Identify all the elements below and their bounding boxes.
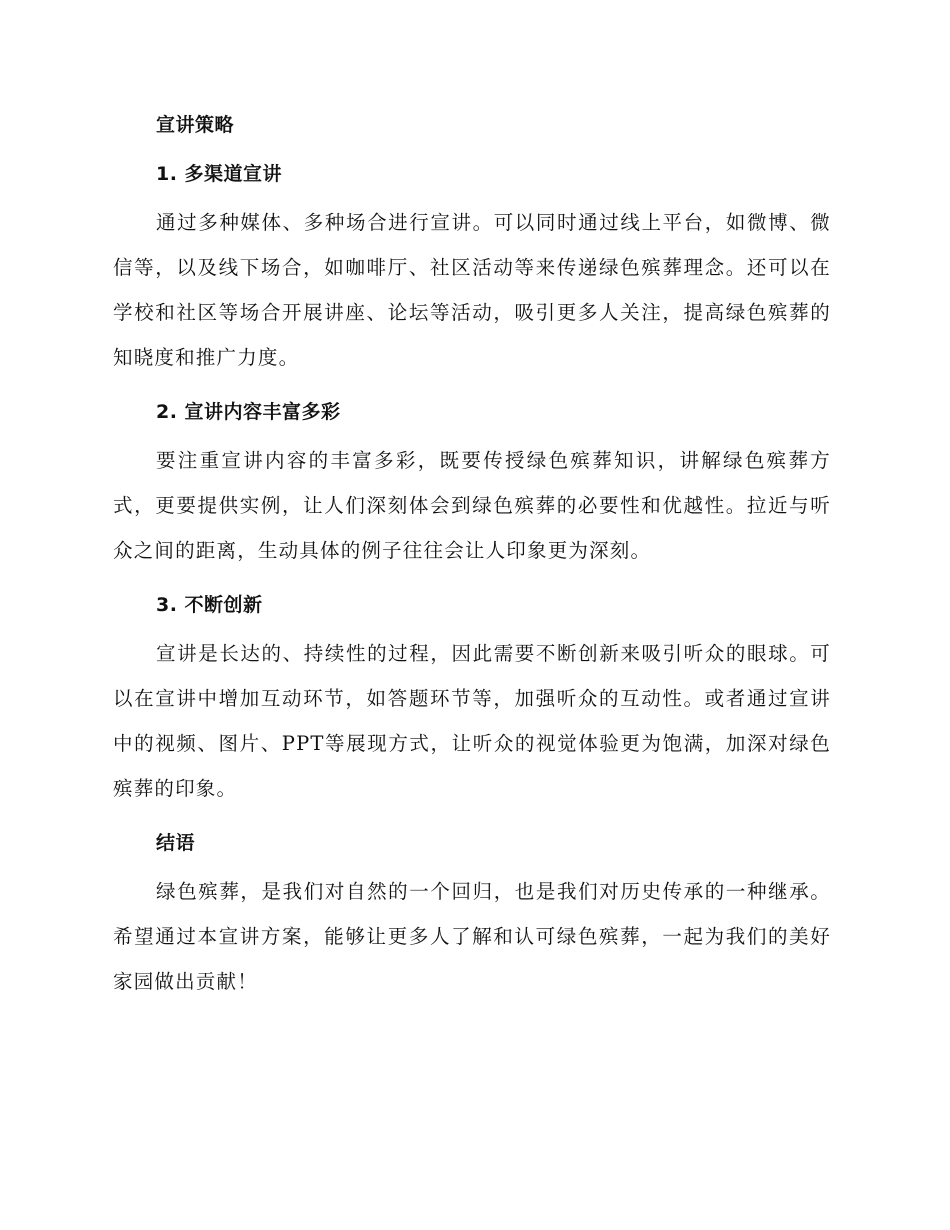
heading-rich-content: 2. 宣讲内容丰富多彩 bbox=[156, 401, 341, 423]
heading-innovation: 3. 不断创新 bbox=[156, 594, 263, 616]
heading-multi-channel: 1. 多渠道宣讲 bbox=[156, 163, 283, 185]
document-page bbox=[113, 108, 831, 1004]
paragraph-conclusion: 绿色殡葬，是我们对自然的一个回归，也是我们对历史传承的一种继承。希望通过本宣讲方案，能够让更多人了解和认可绿色殡葬，一起为我们的美好家园做出贡献！ bbox=[113, 880, 831, 993]
paragraph-multi-channel: 通过多种媒体、多种场合进行宣讲。可以同时通过线上平台，如微博、微信等，以及线下场合，如咖啡厅、社区活动等来传递绿色殡葬理念。还可以在学校和社区等场合开展讲座、论坛等活动，吸引更多人关注，提高绿色殡葬的知晓度和推广力度。 bbox=[113, 211, 831, 369]
heading-conclusion: 结语 bbox=[156, 832, 196, 854]
paragraph-rich-content: 要注重宣讲内容的丰富多彩，既要传授绿色殡葬知识，讲解绿色殡葬方式，更要提供实例，让人们深刻体会到绿色殡葬的必要性和优越性。拉近与听众之间的距离，生动具体的例子往往会让人印象更为深刻。 bbox=[113, 449, 831, 562]
paragraph-innovation: 宣讲是长达的、持续性的过程，因此需要不断创新来吸引听众的眼球。可以在宣讲中增加互动环节，如答题环节等，加强听众的互动性。或者通过宣讲中的视频、图片、PPT等展现方式，让听众的视觉体验更为饱满，加深对绿色殡葬的印象。 bbox=[113, 642, 831, 800]
section-title-strategy: 宣讲策略 bbox=[156, 114, 235, 136]
